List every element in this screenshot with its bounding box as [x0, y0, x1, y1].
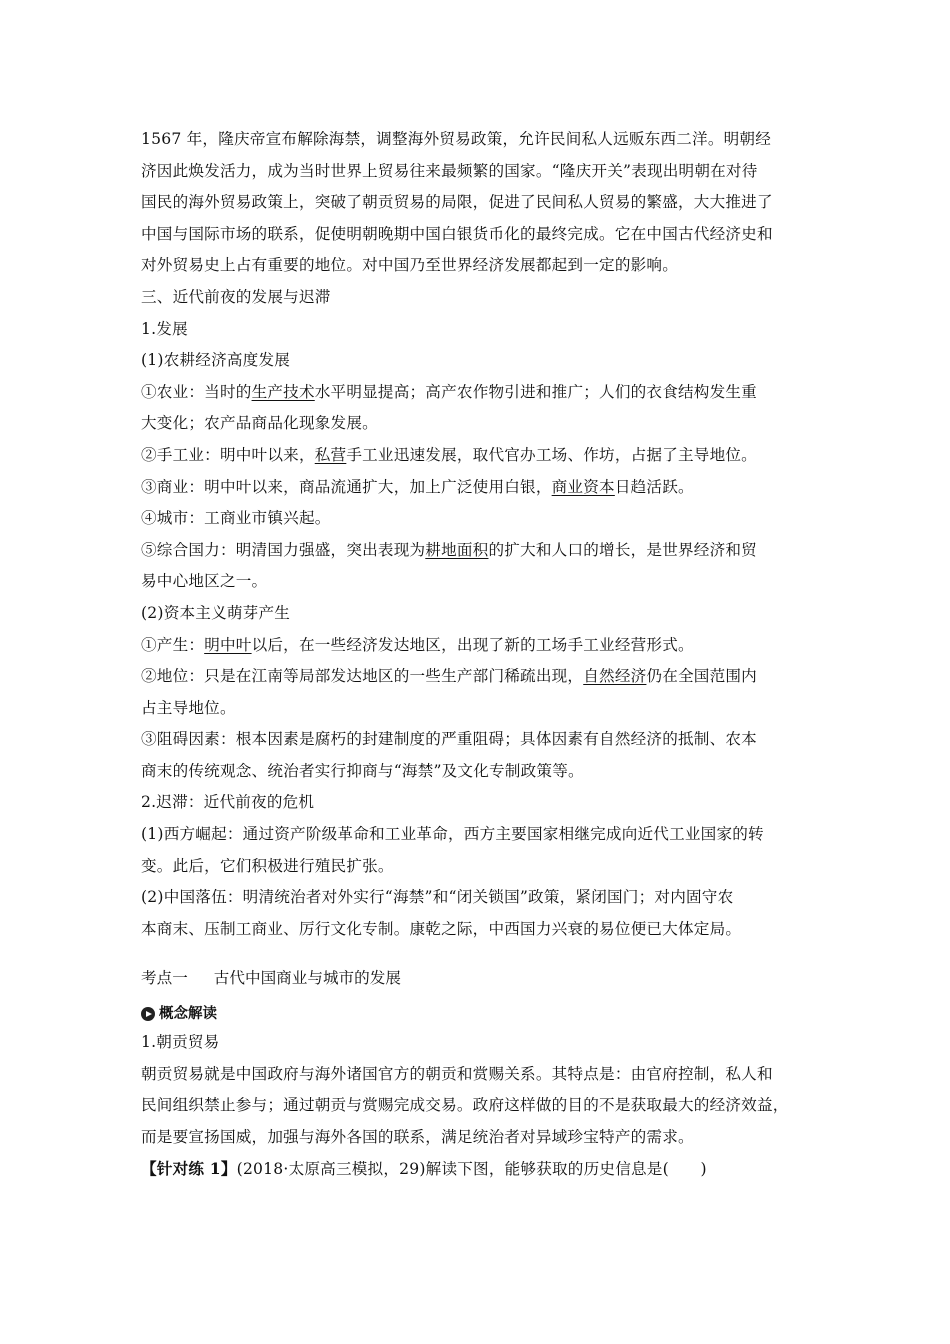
- underlined-keyword: 生产技术: [251, 382, 315, 401]
- text-run: ②手工业：明中叶以来，: [141, 445, 315, 464]
- underlined-keyword: 耕地面积: [425, 540, 489, 559]
- intro-line: 济因此焕发活力，成为当时世界上贸易往来最频繁的国家。“隆庆开关”表现出明朝在对待: [141, 161, 758, 180]
- text-run: ⑤综合国力：明清国力强盛，突出表现为: [141, 540, 426, 559]
- china-decline-line-cont: 本商末、压制工商业、厉行文化专制。康乾之际，中西国力兴衰的易位便已大体定局。: [141, 919, 742, 938]
- national-power-line: [141, 535, 813, 567]
- status-line: [141, 661, 813, 693]
- exam-point-title: 古代中国商业与城市的发展: [213, 969, 401, 988]
- exam-point-heading: [141, 963, 813, 995]
- concept-line: 而是要宣扬国威，加强与海外各国的联系，满足统治者对异域珍宝特产的需求。: [141, 1127, 694, 1146]
- national-power-line-cont: 易中心地区之一。: [141, 572, 268, 591]
- text-run: ③商业：明中叶以来，商品流通扩大，加上广泛使用白银，: [141, 477, 552, 496]
- subsection-title: 1.发展: [141, 319, 188, 338]
- concept-line: 民间组织禁止参与；通过朝贡与赏赐完成交易。政府这样做的目的不是获取最大的经济效益，: [141, 1096, 789, 1115]
- text-run: ②地位：只是在江南等局部发达地区的一些生产部门稀疏出现，: [141, 667, 584, 686]
- concept-heading-text: 概念解读: [159, 1006, 217, 1023]
- text-run: 的扩大和人口的增长，是世界经济和贸: [488, 540, 757, 559]
- section-title: 三、近代前夜的发展与迟滞: [141, 287, 331, 306]
- subsection-title: 2.迟滞：近代前夜的危机: [141, 793, 315, 812]
- exam-point-label: 考点一: [141, 969, 188, 988]
- text-run: 手工业迅速发展，取代官办工场、作坊，占据了主导地位。: [346, 445, 757, 464]
- subsubsection-title: (1)农耕经济高度发展: [141, 351, 291, 370]
- text-run: ①产生：: [141, 635, 205, 654]
- underlined-keyword: 明中叶: [204, 635, 252, 654]
- underlined-keyword: 自然经济: [583, 667, 647, 686]
- obstacle-line-cont: 商末的传统观念、统治者实行抑商与“海禁”及文化专制政策等。: [141, 761, 584, 780]
- intro-line: 国民的海外贸易政策上，突破了朝贡贸易的局限，促进了民间私人贸易的繁盛，大大推进了: [141, 193, 773, 212]
- subsubsection-title: (2)资本主义萌芽产生: [141, 603, 291, 622]
- commerce-line: [141, 472, 813, 504]
- text-run: ①农业：当时的: [141, 382, 252, 401]
- underlined-keyword: 商业资本: [551, 477, 615, 496]
- text-run: 仍在全国范围内: [646, 667, 757, 686]
- concept-item-title: 1.朝贡贸易: [141, 1033, 220, 1052]
- exercise-line: [141, 1153, 813, 1185]
- west-rise-line: (1)西方崛起：通过资产阶级革命和工业革命，西方主要国家相继完成向近代工业国家的转: [141, 825, 764, 844]
- city-line: ④城市：工商业市镇兴起。: [141, 509, 331, 528]
- intro-line: 1567 年，隆庆帝宣布解除海禁，调整海外贸易政策，允许民间私人远贩东西二洋。明朝经: [141, 130, 772, 148]
- concept-heading: [141, 1001, 813, 1027]
- intro-line: 对外贸易史上占有重要的地位。对中国乃至世界经济发展都起到一定的影响。: [141, 256, 678, 275]
- concept-line: 朝贡贸易就是中国政府与海外诸国官方的朝贡和赏赐关系。其特点是：由官府控制，私人和: [141, 1064, 773, 1083]
- text-run: 日趋活跃。: [614, 477, 694, 496]
- exercise-text: (2018·太原高三模拟，29)解读下图，能够获取的历史信息是( ): [236, 1160, 707, 1179]
- section-gap: [141, 945, 813, 963]
- play-circle-icon: [141, 1007, 155, 1021]
- china-decline-line: (2)中国落伍：明清统治者对外实行“海禁”和“闭关锁国”政策，紧闭国门；对内固守农: [141, 888, 734, 907]
- agriculture-line: [141, 377, 813, 409]
- text-run: 以后，在一些经济发达地区，出现了新的工场手工业经营形式。: [251, 635, 694, 654]
- status-line-cont: 占主导地位。: [141, 698, 236, 717]
- document-page: [141, 124, 813, 1185]
- obstacle-line: ③阻碍因素：根本因素是腐朽的封建制度的严重阻碍；具体因素有自然经济的抵制、农本: [141, 730, 757, 749]
- agriculture-line-cont: 大变化；农产品商品化现象发展。: [141, 414, 378, 433]
- exercise-tag: 【针对练 1】: [141, 1159, 237, 1179]
- emergence-line: [141, 630, 813, 662]
- west-rise-line-cont: 变。此后，它们积极进行殖民扩张。: [141, 856, 394, 875]
- text-run: 水平明显提高；高产农作物引进和推广；人们的衣食结构发生重: [314, 382, 757, 401]
- handicraft-line: [141, 440, 813, 472]
- underlined-keyword: 私营: [314, 445, 347, 464]
- intro-line: 中国与国际市场的联系，促使明朝晚期中国白银货币化的最终完成。它在中国古代经济史和: [141, 224, 773, 243]
